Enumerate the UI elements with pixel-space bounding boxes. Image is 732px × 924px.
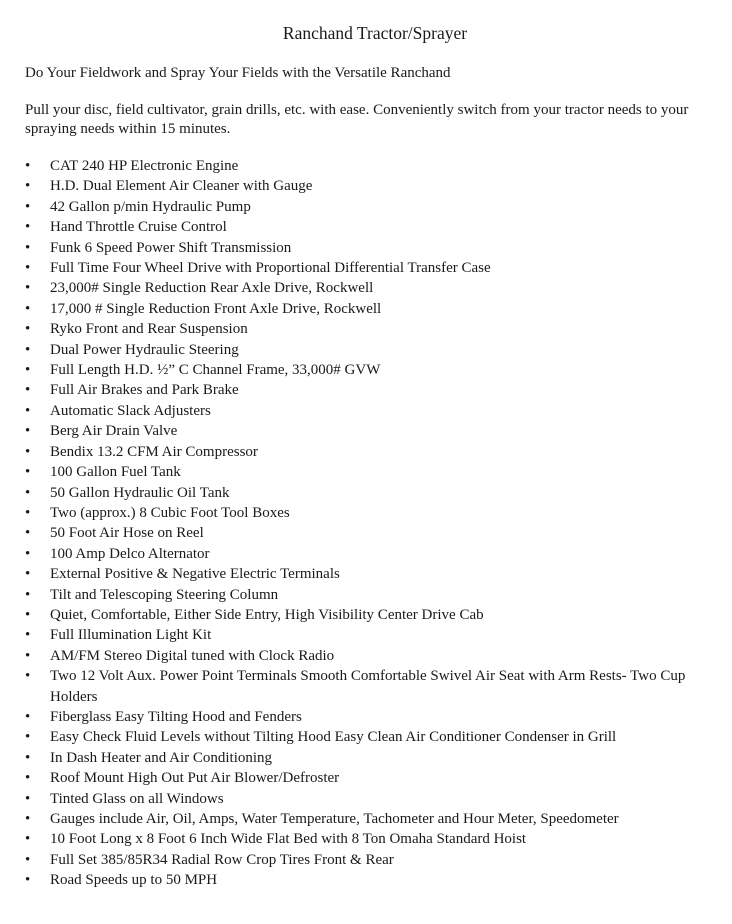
bullet-icon: • xyxy=(25,423,31,440)
document-subtitle: Do Your Fieldwork and Spray Your Fields with the Versatile Ranchand xyxy=(25,65,451,81)
feature-list xyxy=(25,156,715,891)
feature-item xyxy=(25,380,715,400)
feature-item xyxy=(25,544,715,564)
feature-item xyxy=(25,503,715,523)
feature-item xyxy=(25,727,715,747)
bullet-icon: • xyxy=(25,749,31,766)
bullet-icon: • xyxy=(25,647,31,664)
feature-text: 42 Gallon p/min Hydraulic Pump xyxy=(50,198,251,215)
feature-item xyxy=(25,258,715,278)
intro-paragraph: Pull your disc, field cultivator, grain drills, etc. with ease. Conveniently switch from your tractor needs to your spraying needs within 15 minutes. xyxy=(25,102,689,137)
feature-text: 50 Foot Air Hose on Reel xyxy=(50,525,204,542)
bullet-icon: • xyxy=(25,198,31,215)
feature-text: Two 12 Volt Aux. Power Point Terminals Smooth Comfortable Swivel Air Seat with Arm Rests- Two Cup Holders xyxy=(50,668,686,705)
feature-text: Full Time Four Wheel Drive with Proportional Differential Transfer Case xyxy=(50,260,491,277)
bullet-icon: • xyxy=(25,464,31,481)
bullet-icon: • xyxy=(25,321,31,338)
bullet-icon: • xyxy=(25,402,31,419)
document-title: Ranchand Tractor/Sprayer xyxy=(282,23,468,43)
bullet-icon: • xyxy=(25,341,31,358)
bullet-icon: • xyxy=(25,443,31,460)
bullet-icon: • xyxy=(25,504,31,521)
bullet-icon: • xyxy=(25,770,31,787)
feature-item xyxy=(25,625,715,645)
feature-item xyxy=(25,278,715,298)
feature-item xyxy=(25,870,715,890)
bullet-icon: • xyxy=(25,831,31,848)
feature-item xyxy=(25,646,715,666)
feature-text: Easy Check Fluid Levels without Tilting Hood Easy Clean Air Conditioner Condenser in Grill xyxy=(50,729,617,746)
feature-item xyxy=(25,483,715,503)
feature-text: Fiberglass Easy Tilting Hood and Fenders xyxy=(50,708,302,725)
bullet-icon: • xyxy=(25,586,31,603)
feature-text: 100 Gallon Fuel Tank xyxy=(50,464,181,481)
bullet-icon: • xyxy=(25,872,31,889)
bullet-icon: • xyxy=(25,362,31,379)
feature-item xyxy=(25,176,715,196)
feature-item xyxy=(25,462,715,482)
feature-text: Quiet, Comfortable, Either Side Entry, High Visibility Center Drive Cab xyxy=(50,606,484,623)
feature-item xyxy=(25,523,715,543)
feature-text: Funk 6 Speed Power Shift Transmission xyxy=(50,239,292,256)
bullet-icon: • xyxy=(25,545,31,562)
feature-item xyxy=(25,605,715,625)
feature-item xyxy=(25,768,715,788)
bullet-icon: • xyxy=(25,566,31,583)
feature-text: Full Set 385/85R34 Radial Row Crop Tires Front & Rear xyxy=(50,851,394,868)
feature-item xyxy=(25,319,715,339)
bullet-icon: • xyxy=(25,708,31,725)
feature-text: AM/FM Stereo Digital tuned with Clock Radio xyxy=(50,647,335,664)
bullet-icon: • xyxy=(25,525,31,542)
feature-text: Full Illumination Light Kit xyxy=(50,627,212,644)
feature-item xyxy=(25,340,715,360)
feature-text: Full Air Brakes and Park Brake xyxy=(50,382,239,399)
feature-item xyxy=(25,666,715,707)
feature-text: Tinted Glass on all Windows xyxy=(50,790,224,807)
feature-text: Bendix 13.2 CFM Air Compressor xyxy=(50,443,258,460)
feature-text: Two (approx.) 8 Cubic Foot Tool Boxes xyxy=(50,504,290,521)
feature-item xyxy=(25,564,715,584)
bullet-icon: • xyxy=(25,260,31,277)
feature-text: 10 Foot Long x 8 Foot 6 Inch Wide Flat Bed with 8 Ton Omaha Standard Hoist xyxy=(50,831,527,848)
bullet-icon: • xyxy=(25,178,31,195)
feature-text: H.D. Dual Element Air Cleaner with Gauge xyxy=(50,178,313,195)
feature-item xyxy=(25,748,715,768)
feature-item xyxy=(25,789,715,809)
bullet-icon: • xyxy=(25,606,31,623)
bullet-icon: • xyxy=(25,484,31,501)
bullet-icon: • xyxy=(25,668,31,685)
bullet-icon: • xyxy=(25,158,31,174)
feature-text: 23,000# Single Reduction Rear Axle Drive, Rockwell xyxy=(50,280,374,297)
feature-text: Gauges include Air, Oil, Amps, Water Temperature, Tachometer and Hour Meter, Speedometer xyxy=(50,811,619,827)
feature-item xyxy=(25,401,715,421)
bullet-icon: • xyxy=(25,280,31,297)
feature-text: Full Length H.D. ½” C Channel Frame, 33,000# GVW xyxy=(50,362,381,379)
feature-item xyxy=(25,217,715,237)
bullet-icon: • xyxy=(25,811,31,827)
feature-item xyxy=(25,156,715,176)
feature-item xyxy=(25,299,715,319)
bullet-icon: • xyxy=(25,851,31,868)
feature-item xyxy=(25,585,715,605)
feature-text: Ryko Front and Rear Suspension xyxy=(50,321,248,338)
feature-item xyxy=(25,442,715,462)
feature-item xyxy=(25,360,715,380)
feature-item xyxy=(25,850,715,870)
feature-text: Road Speeds up to 50 MPH xyxy=(50,872,218,889)
bullet-icon: • xyxy=(25,627,31,644)
bullet-icon: • xyxy=(25,300,31,317)
feature-item xyxy=(25,707,715,727)
feature-text: Automatic Slack Adjusters xyxy=(50,402,211,419)
feature-item xyxy=(25,421,715,441)
feature-text: CAT 240 HP Electronic Engine xyxy=(50,158,239,174)
bullet-icon: • xyxy=(25,382,31,399)
feature-text: 100 Amp Delco Alternator xyxy=(50,545,210,562)
feature-text: Berg Air Drain Valve xyxy=(50,423,178,440)
feature-item xyxy=(25,809,715,829)
feature-text: 17,000 # Single Reduction Front Axle Drive, Rockwell xyxy=(50,300,382,317)
bullet-icon: • xyxy=(25,219,31,236)
feature-text: Roof Mount High Out Put Air Blower/Defroster xyxy=(50,770,340,787)
feature-text: External Positive & Negative Electric Terminals xyxy=(50,566,340,583)
bullet-icon: • xyxy=(25,729,31,746)
feature-item xyxy=(25,238,715,258)
feature-item xyxy=(25,829,715,849)
feature-text: 50 Gallon Hydraulic Oil Tank xyxy=(50,484,230,501)
feature-text: Hand Throttle Cruise Control xyxy=(50,219,227,236)
feature-item xyxy=(25,197,715,217)
feature-text: In Dash Heater and Air Conditioning xyxy=(50,749,273,766)
bullet-icon: • xyxy=(25,239,31,256)
feature-text: Tilt and Telescoping Steering Column xyxy=(50,586,279,603)
feature-text: Dual Power Hydraulic Steering xyxy=(50,341,239,358)
bullet-icon: • xyxy=(25,790,31,807)
